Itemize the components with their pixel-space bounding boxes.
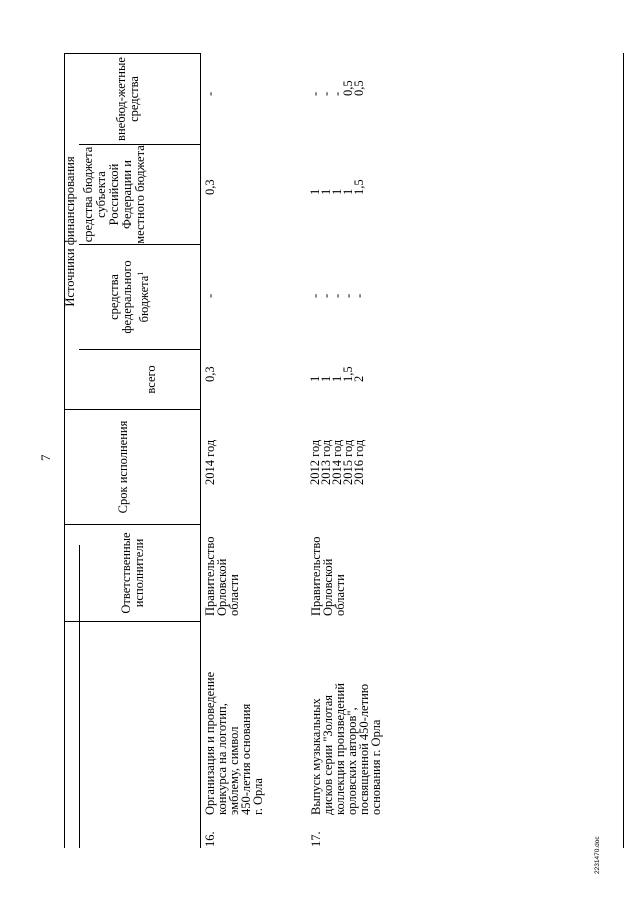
row-17-extra-value: 0,5 (341, 80, 355, 96)
row-16-event-line: 450-летия основания (239, 703, 253, 815)
row-16-event-line: г. Орла (251, 778, 265, 815)
row-17-total-value: 1 (330, 375, 344, 382)
row-17-federal-value: - (308, 293, 322, 298)
row-17-extra-value: - (319, 91, 333, 96)
row-16-total: 0,3 (203, 366, 217, 382)
header-extra: внебюд-жетные средства (114, 57, 141, 141)
row-17-year: 2012 год (308, 439, 322, 485)
row-17-regional-value: 1 (341, 188, 355, 195)
row-17-executor-line: Орловской (321, 558, 335, 616)
row-17-regional-value: 1 (308, 188, 322, 195)
row-17-total-value: 2 (352, 375, 366, 382)
row-17-deadline (310, 440, 365, 485)
row-17-regional-value: 1,5 (352, 179, 366, 195)
header-deadline: Срок исполнения (116, 420, 130, 514)
row-17-total-value: 1 (319, 375, 333, 382)
row-16-event-line: конкурса на логотип, (215, 703, 229, 815)
header-federal-label: средства федерального бюджета (107, 260, 152, 334)
col-divider-deadline (64, 409, 201, 410)
header-financing-sources: Источники финансирования (63, 156, 77, 307)
document-reference: 2231470.doc (594, 836, 601, 874)
header-bottom-border (200, 53, 201, 848)
row-16-event (204, 672, 264, 815)
row-17-executor-line: области (333, 574, 347, 616)
row-17-federal-value: - (352, 293, 366, 298)
row-17-event-line: орловских авторов", (345, 707, 359, 815)
row-17-executor-line: Правительство (309, 536, 323, 616)
row-16-deadline: 2014 год (203, 439, 217, 485)
row-17-number: 17. (309, 831, 323, 847)
row-16-number: 16. (203, 831, 217, 847)
row-17-regional-value: 1 (319, 188, 333, 195)
row-17-event-line: посвященной 450-летию (357, 683, 371, 815)
row-17-total-value: 1,5 (341, 366, 355, 382)
row-17-regional (310, 179, 365, 195)
header-executors: Ответственные исполнители (119, 532, 146, 614)
row-17-event-line: основания г. Орла (369, 719, 383, 815)
row-17-year: 2014 год (330, 439, 344, 485)
row-17-extra (310, 80, 365, 96)
header-total: всего (144, 365, 158, 394)
header-federal (108, 245, 151, 349)
row-17-event-line: дисков серии "Золотая (321, 694, 335, 815)
row-16-extra: - (203, 91, 217, 96)
row-16-event-line: Организация и проведение (203, 671, 217, 815)
row-16-federal: - (203, 293, 217, 298)
row-17-event-line: коллекция произведений (333, 683, 347, 815)
row-16-executor-line: Правительство (203, 536, 217, 616)
row-17-federal (310, 294, 365, 298)
row-17-total-value: 1 (308, 375, 322, 382)
row-17-year: 2015 год (341, 439, 355, 485)
row-16-executor-line: области (227, 574, 241, 616)
header-regional: средства бюджета субъекта Российской Федерации и местного бюджета (81, 145, 147, 244)
financing-header-divider (79, 545, 80, 848)
row-17-federal-value: - (319, 293, 333, 298)
row-17-total (310, 366, 365, 382)
row-17-extra-value: - (330, 91, 344, 96)
row-16-executor (204, 537, 240, 616)
page-number: 7 (38, 454, 53, 461)
row-17-extra-value: - (308, 91, 322, 96)
row-17-regional-value: 1 (330, 188, 344, 195)
row-17-federal-value: - (341, 293, 355, 298)
row-17-year: 2016 год (352, 439, 366, 485)
col-divider-event (64, 621, 201, 622)
row-16-regional: 0,3 (203, 179, 217, 195)
row-16-executor-line: Орловской (215, 558, 229, 616)
table-bottom-border (623, 53, 624, 848)
row-17-extra-value: 0,5 (352, 80, 366, 96)
row-17-federal-value: - (330, 293, 344, 298)
col-divider-total (79, 349, 201, 350)
row-17-year: 2013 год (319, 439, 333, 485)
row-17-event-line: Выпуск музыкальных (309, 698, 323, 815)
row-17-event (310, 683, 382, 815)
header-federal-footnote: 1 (136, 271, 145, 276)
row-17-executor (310, 537, 346, 616)
row-16-event-line: эмблему, символ (227, 726, 241, 815)
